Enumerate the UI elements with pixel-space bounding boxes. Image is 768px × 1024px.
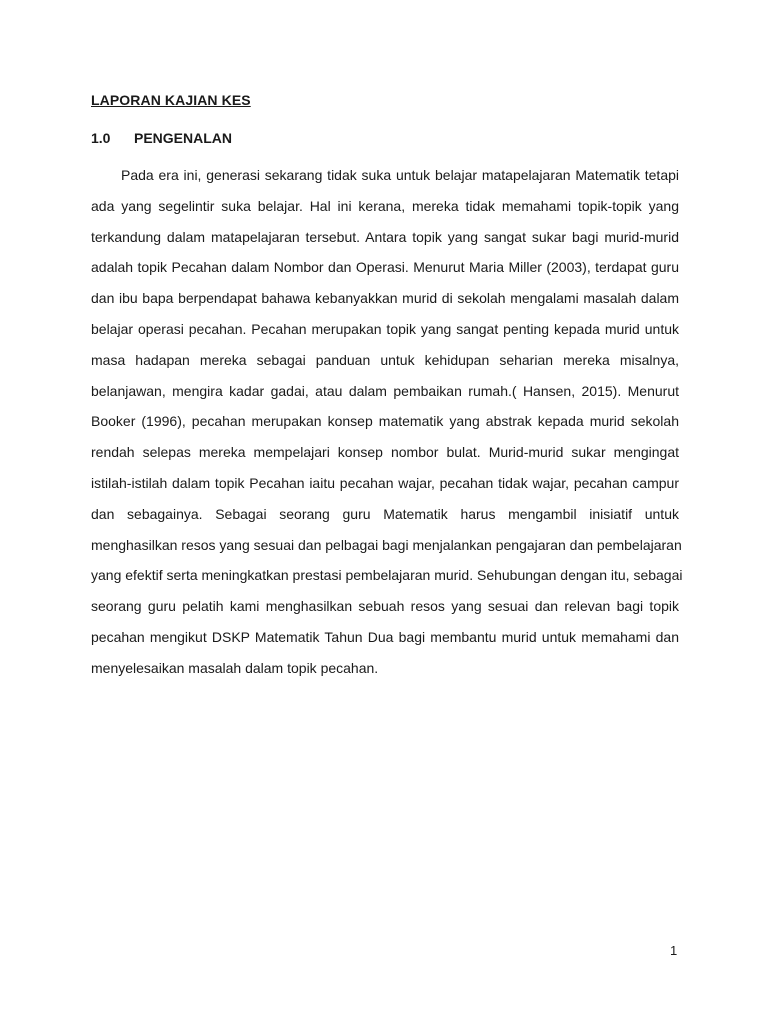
paragraph-line: belanjawan, mengira kadar gadai, atau dalam pembaikan rumah.( Hansen, 2015). Menurut xyxy=(91,382,679,399)
paragraph-line: adalah topik Pecahan dalam Nombor dan Operasi. Menurut Maria Miller (2003), terdapat guru xyxy=(91,259,679,276)
section-number: 1.0 xyxy=(91,130,111,146)
page-number: 1 xyxy=(670,943,678,958)
paragraph-line: dan ibu bapa berpendapat bahawa kebanyakkan murid di sekolah mengalami masalah dalam xyxy=(91,290,679,307)
paragraph-line: menyelesaikan masalah dalam topik pecahan. xyxy=(91,659,379,676)
section-heading xyxy=(91,130,232,146)
paragraph-line: pecahan mengikut DSKP Matematik Tahun Dua bagi membantu murid untuk memahami dan xyxy=(91,628,679,645)
paragraph-line: Pada era ini, generasi sekarang tidak suka untuk belajar matapelajaran Matematik tetapi xyxy=(121,167,679,183)
paragraph-line: seorang guru pelatih kami menghasilkan sebuah resos yang sesuai dan relevan bagi topik xyxy=(91,598,679,615)
paragraph-line: ada yang segelintir suka belajar. Hal ini kerana, mereka tidak memahami topik-topik yang xyxy=(91,197,679,214)
paragraph-line: menghasilkan resos yang sesuai dan pelbagai bagi menjalankan pengajaran dan pembelajaran xyxy=(91,536,682,553)
paragraph-line: istilah-istilah dalam topik Pecahan iaitu pecahan wajar, pecahan tidak wajar, pecahan campur xyxy=(91,474,679,491)
paragraph-line: rendah selepas mereka mempelajari konsep nombor bulat. Murid-murid sukar mengingat xyxy=(91,444,679,461)
paragraph-line: terkandung dalam matapelajaran tersebut. Antara topik yang sangat sukar bagi murid-murid xyxy=(91,228,679,245)
paragraph-line: belajar operasi pecahan. Pecahan merupakan topik yang sangat penting kepada murid untuk xyxy=(91,320,679,337)
paragraph-line: dan sebagainya. Sebagai seorang guru Matematik harus mengambil inisiatif untuk xyxy=(91,505,679,522)
paragraph-line: yang efektif serta meningkatkan prestasi pembelajaran murid. Sehubungan dengan itu, sebagai xyxy=(91,567,683,584)
paragraph-line: masa hadapan mereka sebagai panduan untuk kehidupan seharian mereka misalnya, xyxy=(91,351,679,368)
paragraph-line: Booker (1996), pecahan merupakan konsep matematik yang abstrak kepada murid sekolah xyxy=(91,413,679,430)
document-title: LAPORAN KAJIAN KES xyxy=(91,92,251,108)
introduction-paragraph xyxy=(91,160,683,684)
section-title: PENGENALAN xyxy=(134,130,233,146)
